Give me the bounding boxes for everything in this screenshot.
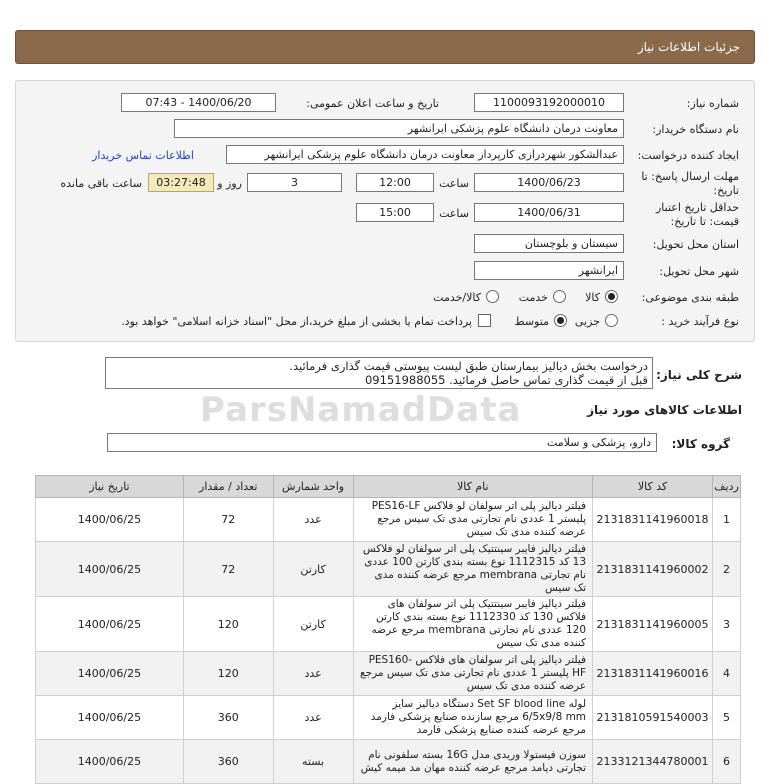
deadline-date-field[interactable]: 1400/06/23: [474, 173, 624, 192]
requester-field[interactable]: عبدالشکور شهردرازی کارپرداز معاونت درمان دانشگاه علوم پزشکی ایرانشهر: [226, 145, 624, 164]
col-name: نام کالا: [353, 476, 593, 498]
cell-row-number: 1: [713, 498, 741, 542]
process-option-medium: متوسط: [514, 315, 549, 328]
watermark: ParsNamadData: [200, 390, 522, 430]
need-details-panel: [15, 80, 755, 342]
cell-need-date: 1400/06/25: [36, 652, 184, 696]
days-label: روز و: [217, 177, 242, 190]
category-radio-goods-service[interactable]: [486, 290, 499, 303]
cell-unit: کارتن: [273, 597, 353, 652]
cell-name: فیلتر دیالیز فایبر سینتتیک پلی اتر سولفان های فلاکس 130 کد 1112330 نوع بسته بندی کارتن 120 عددی نام تجارتی membrana مرجع عرضه کننده مدی تک سیس: [353, 597, 593, 652]
table-row[interactable]: [36, 696, 741, 740]
col-unit: واحد شمارش: [273, 476, 353, 498]
buyer-field[interactable]: معاونت درمان دانشگاه علوم پزشکی ایرانشهر: [174, 119, 624, 138]
cell-quantity: 120: [183, 652, 273, 696]
description-box: [105, 357, 653, 389]
cell-need-date: 1400/06/25: [36, 597, 184, 652]
cell-unit: عدد: [273, 652, 353, 696]
cell-code: 2131831141960018: [593, 498, 713, 542]
process-radio-minor[interactable]: [605, 314, 618, 327]
col-code: کد کالا: [593, 476, 713, 498]
cell-quantity: 360: [183, 740, 273, 784]
table-row[interactable]: [36, 740, 741, 784]
cell-code: 2131831141960016: [593, 652, 713, 696]
cell-need-date: 1400/06/25: [36, 498, 184, 542]
cell-name: فیلتر دیالیز پلی اتر سولفان های فلاکس PES160-HF پلیستر 1 عددی نام تجارتی مدی تک سیس مرجع عرضه کننده مدی تک سیس: [353, 652, 593, 696]
city-label: شهر محل تحویل:: [659, 265, 739, 278]
city-field[interactable]: ایرانشهر: [474, 261, 624, 280]
cell-code: 2133121344780001: [593, 740, 713, 784]
deadline-time-label: ساعت: [439, 177, 469, 190]
remaining-time-field: 03:27:48: [148, 173, 214, 192]
cell-row-number: 3: [713, 597, 741, 652]
category-radio-service[interactable]: [553, 290, 566, 303]
cell-need-date: 1400/06/25: [36, 542, 184, 597]
validity-time-field[interactable]: 15:00: [356, 203, 434, 222]
table-header-row: [36, 476, 741, 498]
announce-field[interactable]: 1400/06/20 - 07:43: [121, 93, 276, 112]
cell-code: 2131831141960002: [593, 542, 713, 597]
col-quantity: تعداد / مقدار: [183, 476, 273, 498]
cell-row-number: 4: [713, 652, 741, 696]
cell-name: فیلتر دیالیز فایبر سینتتیک پلی اتر سولفان لو فلاکس 13 کد 1112315 نوع بسته بندی کارتن 100 عددی نام تجارتی membrana مرجع عرضه کننده مدی تک سیس: [353, 542, 593, 597]
cell-need-date: 1400/06/25: [36, 696, 184, 740]
cell-row-number: 6: [713, 740, 741, 784]
category-option-goods-service: کالا/خدمت: [433, 291, 481, 304]
goods-table: [35, 475, 741, 784]
goods-section-title: اطلاعات کالاهای مورد نیاز: [587, 403, 742, 417]
category-label: طبقه بندی موضوعی:: [641, 291, 739, 304]
cell-unit: کارتن: [273, 542, 353, 597]
process-option-minor: جزیی: [574, 315, 600, 328]
category-option-service: خدمت: [518, 291, 548, 304]
cell-quantity: 72: [183, 498, 273, 542]
cell-unit: عدد: [273, 696, 353, 740]
table-row[interactable]: [36, 498, 741, 542]
requester-label: ایجاد کننده درخواست:: [637, 149, 739, 162]
cell-quantity: 120: [183, 597, 273, 652]
table-row[interactable]: [36, 597, 741, 652]
category-option-goods: کالا: [585, 291, 600, 304]
need-number-field[interactable]: 1100093192000010: [474, 93, 624, 112]
process-label: نوع فرآیند خرید :: [661, 315, 739, 328]
need-number-label: شماره نیاز:: [686, 97, 739, 110]
remaining-label: ساعت باقی مانده: [60, 177, 142, 190]
col-row-number: ردیف: [713, 476, 741, 498]
page-title: جزئیات اطلاعات نیاز: [637, 40, 740, 54]
cell-need-date: 1400/06/25: [36, 740, 184, 784]
province-field[interactable]: سیستان و بلوچستان: [474, 234, 624, 253]
buyer-label: نام دستگاه خریدار:: [652, 123, 739, 136]
goods-group-field[interactable]: دارو، پزشکی و سلامت: [107, 433, 657, 452]
process-radio-medium[interactable]: [554, 314, 567, 327]
description-line-1: درخواست بخش دیالیز بیمارستان طبق لیست پیوستی قیمت گذاری فرمائید.: [289, 359, 648, 373]
announce-label: تاریخ و ساعت اعلان عمومی:: [306, 97, 439, 110]
goods-group-label: گروه کالا:: [671, 437, 730, 451]
cell-quantity: 72: [183, 542, 273, 597]
category-radio-goods[interactable]: [605, 290, 618, 303]
treasury-payment-checkbox[interactable]: [478, 314, 491, 327]
cell-unit: عدد: [273, 498, 353, 542]
validity-label-1: حداقل تاریخ اعتبار: [655, 201, 739, 214]
validity-date-field[interactable]: 1400/06/31: [474, 203, 624, 222]
page-header: [15, 30, 755, 64]
cell-quantity: 360: [183, 696, 273, 740]
cell-name: لوله Set SF blood line دستگاه دیالیز سایز 6/5x9/8 mm مرجع سازنده صنایع پزشکی فارمد مرجع عرضه کننده صنایع پزشکی فارمد: [353, 696, 593, 740]
cell-row-number: 2: [713, 542, 741, 597]
deadline-label-1: مهلت ارسال پاسخ: تا: [641, 170, 739, 183]
cell-name: سوزن فیستولا وریدی مدل 16G بسته سلفونی نام تجارتی دیامد مرجع عرضه کننده مهان مد میمه کیش: [353, 740, 593, 784]
description-label: شرح کلی نیاز:: [656, 368, 742, 382]
cell-code: 2131831141960005: [593, 597, 713, 652]
province-label: استان محل تحویل:: [652, 238, 739, 251]
cell-row-number: 5: [713, 696, 741, 740]
table-row[interactable]: [36, 652, 741, 696]
description-line-2: قبل از قیمت گذاری تماس حاصل فرمائید. 09151988055: [364, 373, 648, 387]
days-field[interactable]: 3: [247, 173, 342, 192]
deadline-time-field[interactable]: 12:00: [356, 173, 434, 192]
validity-label-2: قیمت: تا تاریخ:: [670, 215, 739, 228]
cell-unit: بسته: [273, 740, 353, 784]
buyer-contact-link[interactable]: اطلاعات تماس خریدار: [92, 149, 194, 162]
table-row[interactable]: [36, 542, 741, 597]
cell-name: فیلتر دیالیز پلی اتر سولفان لو فلاکس PES16-LF پلیستر 1 عددی نام تجارتی مدی تک سیس مرجع عرضه کننده مدی تک سیس: [353, 498, 593, 542]
deadline-label-2: تاریخ:: [713, 184, 739, 197]
cell-code: 2131810591540003: [593, 696, 713, 740]
validity-time-label: ساعت: [439, 207, 469, 220]
treasury-payment-note: پرداخت تمام یا بخشی از مبلغ خرید،از محل "اسناد خزانه اسلامی" خواهد بود.: [121, 315, 472, 328]
col-need-date: تاریخ نیاز: [36, 476, 184, 498]
